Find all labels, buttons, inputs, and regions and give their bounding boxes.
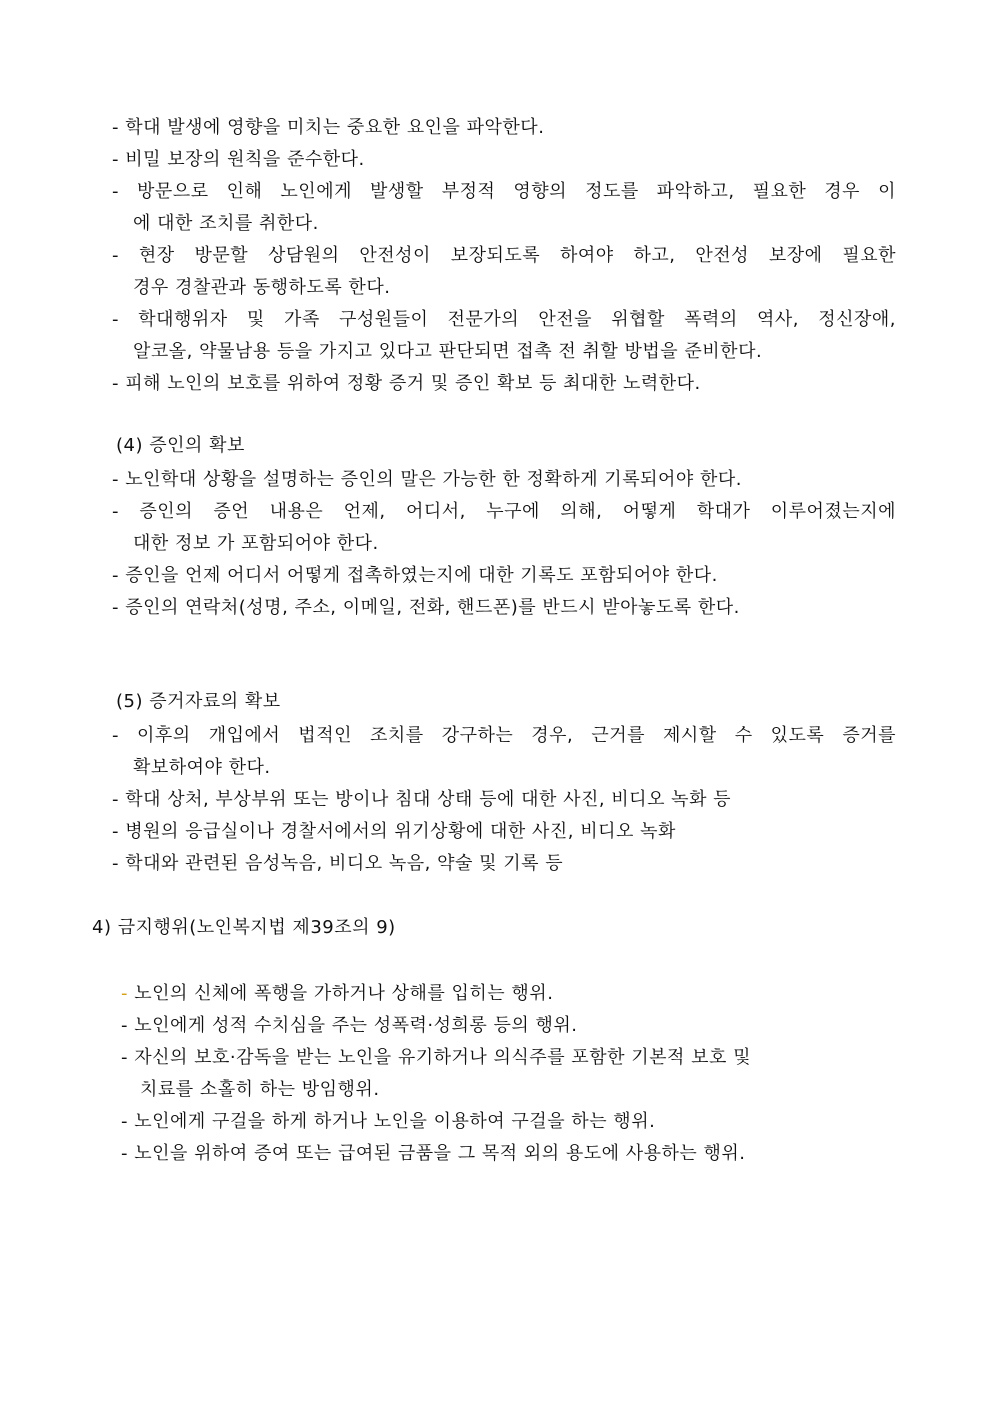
- list-item: - 비밀 보장의 원칙을 준수한다.: [112, 149, 365, 170]
- list-item: - 자신의 보호·감독을 받는 노인을 유기하거나 의식주를 포함한 기본적 보호 및: [121, 1047, 751, 1068]
- list-item: [121, 982, 553, 1006]
- list-item: - 노인에게 성적 수치심을 주는 성폭력·성희롱 등의 행위.: [121, 1015, 578, 1036]
- section-heading-evidence: (5) 증거자료의 확보: [116, 691, 281, 712]
- list-item: - 피해 노인의 보호를 위하여 정황 증거 및 증인 확보 등 최대한 노력한다.: [112, 373, 701, 394]
- list-item-continuation: 대한 정보 가 포함되어야 한다.: [133, 533, 379, 554]
- list-item-continuation: 확보하여야 한다.: [133, 757, 271, 778]
- list-item: - 증인을 언제 어디서 어떻게 접촉하였는지에 대한 기록도 포함되어야 한다.: [112, 565, 718, 586]
- list-item: - 학대 발생에 영향을 미치는 중요한 요인을 파악한다.: [112, 117, 545, 138]
- section-heading-witness: (4) 증인의 확보: [116, 435, 245, 456]
- list-item: - 학대와 관련된 음성녹음, 비디오 녹음, 약술 및 기록 등: [112, 853, 564, 874]
- list-item-continuation: 에 대한 조치를 취한다.: [133, 213, 319, 234]
- list-item-text: 노인의 신체에 폭행을 가하거나 상해를 입히는 행위.: [128, 983, 554, 1004]
- section-heading-prohibited-acts: 4) 금지행위(노인복지법 제39조의 9): [92, 917, 396, 938]
- list-item-continuation: 경우 경찰관과 동행하도록 한다.: [133, 277, 391, 298]
- list-item: - 학대행위자 및 가족 구성원들이 전문가의 안전을 위협할 폭력의 역사, 정신장애,: [112, 309, 896, 330]
- list-item: - 노인학대 상황을 설명하는 증인의 말은 가능한 한 정확하게 기록되어야 한다.: [112, 469, 742, 490]
- list-item: - 이후의 개입에서 법적인 조치를 강구하는 경우, 근거를 제시할 수 있도록 증거를: [112, 725, 896, 746]
- list-item: - 현장 방문할 상담원의 안전성이 보장되도록 하여야 하고, 안전성 보장에 필요한: [112, 245, 896, 266]
- list-item: - 노인을 위하여 증여 또는 급여된 금품을 그 목적 외의 용도에 사용하는 행위.: [121, 1143, 746, 1164]
- list-item: - 학대 상처, 부상부위 또는 방이나 침대 상태 등에 대한 사진, 비디오 녹화 등: [112, 789, 732, 810]
- list-item: - 증인의 증언 내용은 언제, 어디서, 누구에 의해, 어떻게 학대가 이루어졌는지에: [112, 501, 896, 522]
- list-item-continuation: 치료를 소홀히 하는 방임행위.: [140, 1079, 380, 1100]
- list-item: - 증인의 연락처(성명, 주소, 이메일, 전화, 핸드폰)를 반드시 받아놓도록 한다.: [112, 597, 740, 618]
- list-item-continuation: 알코올, 약물남용 등을 가지고 있다고 판단되면 접촉 전 취할 방법을 준비한다.: [133, 341, 763, 362]
- list-dash: -: [121, 983, 128, 1004]
- list-item: - 노인에게 구걸을 하게 하거나 노인을 이용하여 구걸을 하는 행위.: [121, 1111, 656, 1132]
- list-item: - 방문으로 인해 노인에게 발생할 부정적 영향의 정도를 파악하고, 필요한 경우 이: [112, 181, 896, 202]
- list-item: - 병원의 응급실이나 경찰서에서의 위기상황에 대한 사진, 비디오 녹화: [112, 821, 676, 842]
